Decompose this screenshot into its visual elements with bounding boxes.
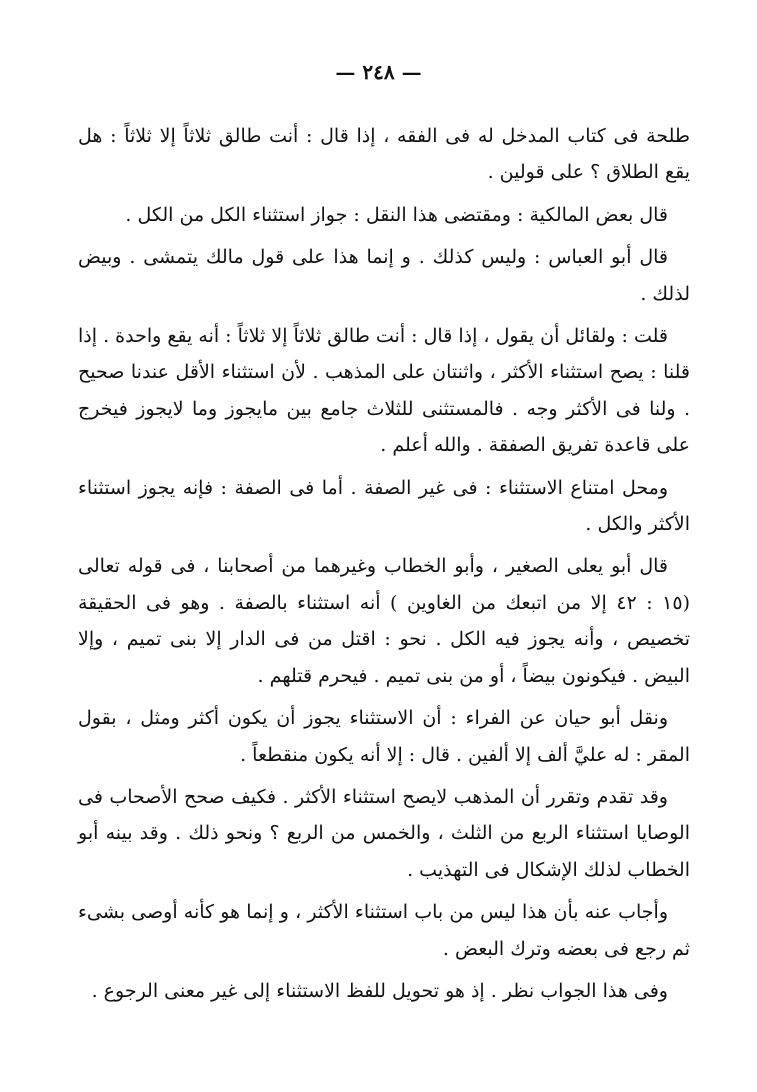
page-number: — ٢٤٨ — (335, 60, 422, 84)
paragraph: وقد تقدم وتقرر أن المذهب لايصح استثناء الأكثر . فكيف صحح الأصحاب فى الوصايا استثناء الربع من الثلث ، والخمس من الربع ؟ ونحو ذلك . وقد بينه أبو الخطاب لذلك الإشكال فى التهذيب . (78, 785, 690, 881)
paragraph-continuation: طلحة فى كتاب المدخل له فى الفقه ، إذا قال : أنت طالق ثلاثاً إلا ثلاثاً : هل يقع الطلاق ؟ على قولين . (78, 125, 690, 184)
paragraph: قلت : ولقائل أن يقول ، إذا قال : أنت طالق ثلاثاً إلا ثلاثاً : أنه يقع واحدة . إذا قلنا : يصح استثناء الأكثر ، واثنتان على المذهب . لأن استثناء الأقل عندنا صحيح . ولنا فى الأكثر وجه . فالمستثنى للثلاث جامع بين مايجوز وما لايجوز فيخرج على قاعدة تفريق الصفقة . والله أعلم . (78, 325, 690, 457)
paragraph: ونقل أبو حيان عن الفراء : أن الاستثناء يجوز أن يكون أكثر ومثل ، بقول المقر : له عليَّ ألف إلا ألفين . قال : إلا أنه يكون منقطعاً . (78, 707, 690, 766)
paragraph: وأجاب عنه بأن هذا ليس من باب استثناء الأكثر ، و إنما هو كأنه أوصى بشىء ثم رجع فى بعضه وترك البعض . (78, 901, 690, 960)
paragraph: قال بعض المالكية : ومقتضى هذا النقل : جواز استثناء الكل من الكل . (125, 203, 668, 226)
paragraph: وفى هذا الجواب نظر . إذ هو تحويل للفظ الاستثناء إلى غير معنى الرجوع . (91, 979, 668, 1002)
paragraph: ومحل امتناع الاستثناء : فى غير الصفة . أما فى الصفة : فإنه يجوز استثناء الأكثر والكل . (78, 476, 690, 536)
body-text (78, 118, 690, 1015)
paragraph: قال أبو يعلى الصغير ، وأبو الخطاب وغيرهما من أصحابنا ، فى قوله تعالى (١٥ : ٤٢ إلا من اتبعك من الغاوين ) أنه استثناء بالصفة . وهو فى الحقيقة تخصيص ، وأنه يجوز فيه الكل . نحو : اقتل من فى الدار إلا بنى تميم ، وإلا البيض . فيكونون بيضاً ، أو من بنى تميم . فيحرم قتلهم . (78, 555, 690, 687)
paragraph: قال أبو العباس : وليس كذلك . و إنما هذا على قول مالك يتمشى . وبيض لذلك . (78, 246, 690, 305)
